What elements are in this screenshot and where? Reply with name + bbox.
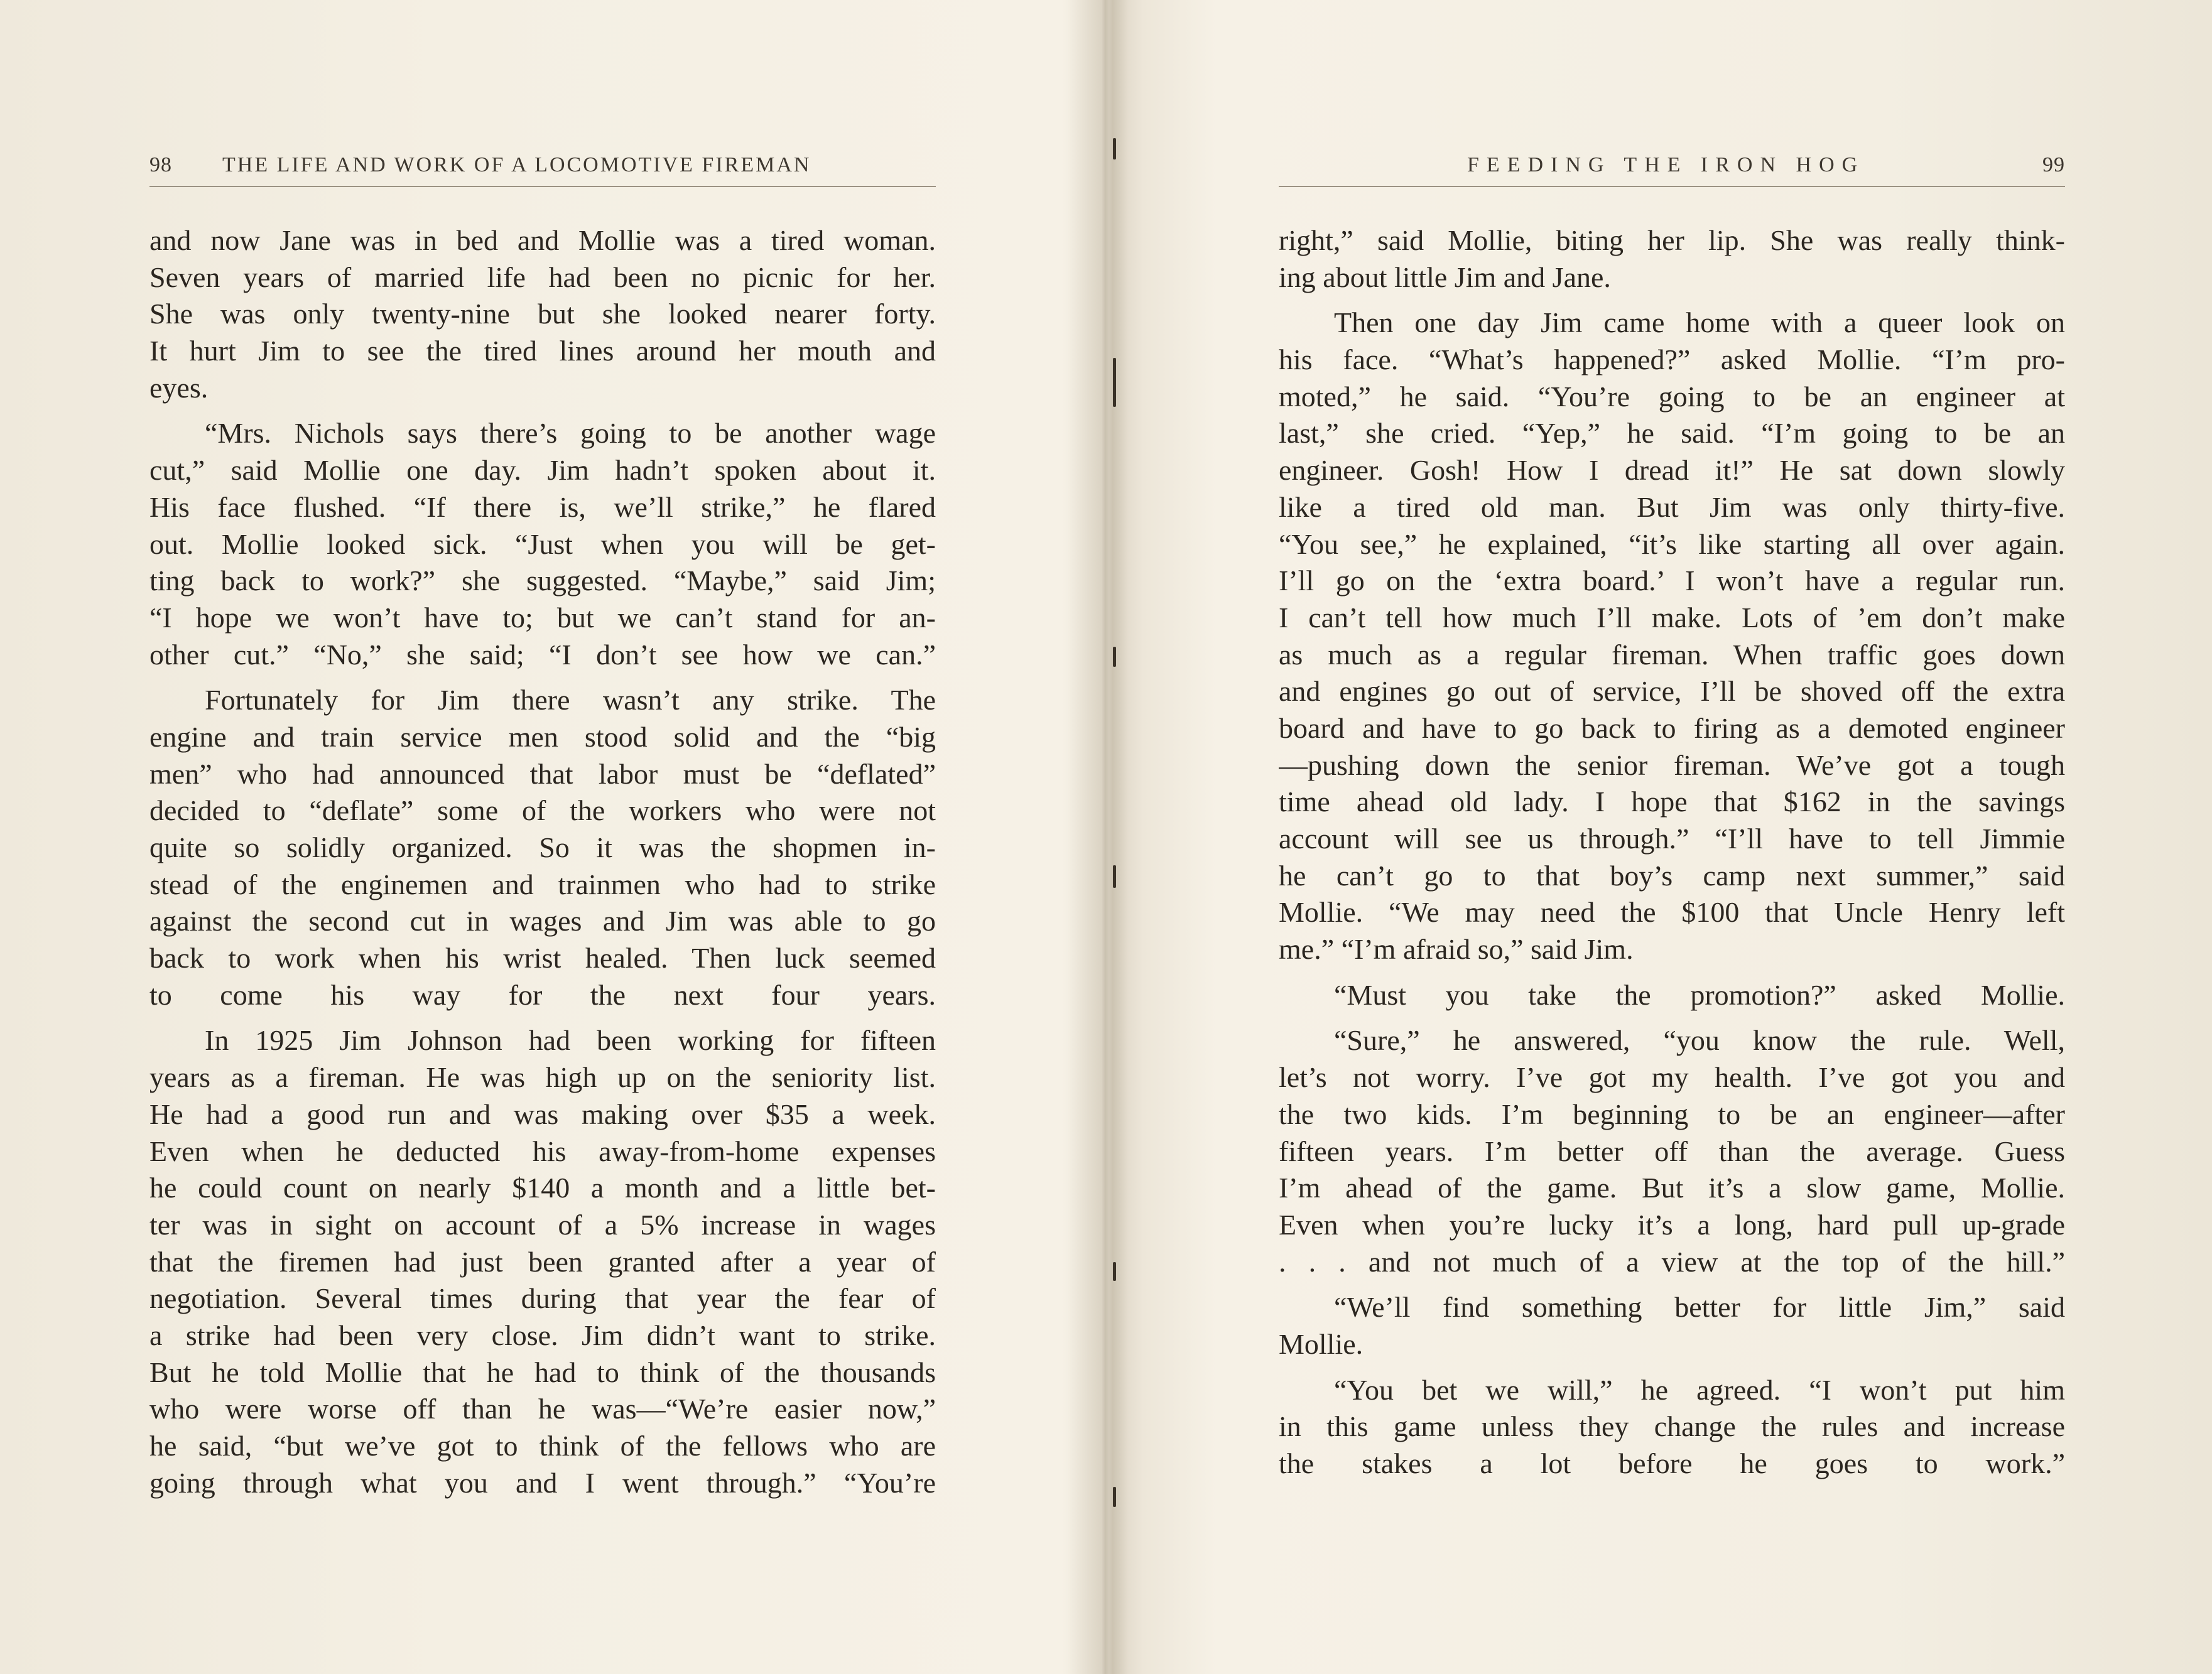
- text-line: me.” “I’m afraid so,” said Jim.: [1279, 933, 1634, 966]
- paragraph: [149, 682, 936, 1013]
- running-head-title: THE LIFE AND WORK OF A LOCOMOTIVE FIREMAN: [222, 153, 811, 176]
- text-line: that the firemen had just been granted after a year of: [149, 1245, 936, 1278]
- text-line: time ahead old lady. I hope that $162 in the savings: [1279, 786, 2065, 818]
- text-line: Then one day Jim came home with a queer look on: [1334, 306, 2065, 339]
- text-line: But he told Mollie that he had to think of the thousands: [149, 1356, 936, 1388]
- text-line: “Mrs. Nichols says there’s going to be another wage: [205, 417, 936, 450]
- text-line: “I hope we won’t have to; but we can’t stand for an-: [149, 601, 936, 634]
- text-line: and now Jane was in bed and Mollie was a tired woman.: [149, 224, 936, 256]
- text-line: He had a good run and was making over $35 a week.: [149, 1098, 936, 1130]
- paragraph-gap: [149, 673, 936, 682]
- text-line: Mollie. “We may need the $100 that Uncle Henry left: [1279, 896, 2065, 929]
- paragraph: [1279, 222, 2065, 296]
- text-line: engine and train service men stood solid and the “big: [149, 720, 936, 753]
- text-line: who were worse off than he was—“We’re easier now,”: [149, 1393, 936, 1425]
- paragraph-gap: [1279, 1280, 2065, 1289]
- paragraph: [1279, 1022, 2065, 1280]
- page-number: 98: [149, 153, 172, 176]
- left-page: [149, 0, 936, 1674]
- binding-stitch: [1113, 1487, 1116, 1507]
- text-line: the stakes a lot before he goes to work.”: [1279, 1447, 2065, 1479]
- text-line: quite so solidly organized. So it was the shopmen in-: [149, 831, 936, 863]
- text-line: I’m ahead of the game. But it’s a slow game, Mollie.: [1279, 1172, 2065, 1204]
- page-number: 99: [2042, 153, 2065, 176]
- text-line: right,” said Mollie, biting her lip. She was really think-: [1279, 224, 2065, 256]
- paragraph-gap: [1279, 296, 2065, 305]
- text-line: going through what you and I went through.” “You’re: [149, 1466, 936, 1499]
- text-line: fifteen years. I’m better off than the average. Guess: [1279, 1135, 2065, 1167]
- text-line: Even when he deducted his away-from-home expenses: [149, 1135, 936, 1167]
- paragraph: [1279, 305, 2065, 968]
- text-line: against the second cut in wages and Jim was able to go: [149, 905, 936, 937]
- gutter-shadow: [1068, 0, 1143, 1674]
- running-head: [1279, 153, 2065, 187]
- text-line: “You see,” he explained, “it’s like starting all over again.: [1279, 527, 2065, 560]
- paragraph-gap: [1279, 968, 2065, 977]
- text-line: the two kids. I’m beginning to be an engineer—after: [1279, 1098, 2065, 1130]
- paragraph: [149, 1022, 936, 1501]
- text-line: he said, “but we’ve got to think of the fellows who are: [149, 1430, 936, 1462]
- text-line: out. Mollie looked sick. “Just when you will be get-: [149, 527, 936, 560]
- text-line: to come his way for the next four years.: [149, 978, 936, 1011]
- text-line: men” who had announced that labor must be “deflated”: [149, 757, 936, 790]
- text-line: “We’ll find something better for little Jim,” said: [1334, 1291, 2065, 1324]
- running-head: [149, 153, 936, 187]
- paragraph: [149, 415, 936, 673]
- text-line: moted,” he said. “You’re going to be an engineer at: [1279, 380, 2065, 413]
- text-line: stead of the enginemen and trainmen who had to strike: [149, 868, 936, 900]
- text-line: “Sure,” he answered, “you know the rule. Well,: [1334, 1024, 2065, 1057]
- text-line: engineer. Gosh! How I dread it!” He sat down slowly: [1279, 454, 2065, 487]
- text-line: I can’t tell how much I’ll make. Lots of ’em don’t make: [1279, 601, 2065, 634]
- text-line: other cut.” “No,” she said; “I don’t see how we can.”: [149, 638, 936, 671]
- text-line: . . . and not much of a view at the top of the hill.”: [1279, 1245, 2065, 1278]
- binding-stitch: [1113, 647, 1116, 667]
- text-line: Fortunately for Jim there wasn’t any strike. The: [205, 684, 936, 716]
- text-line: a strike had been very close. Jim didn’t want to strike.: [149, 1319, 936, 1351]
- text-line: ter was in sight on account of a 5% increase in wages: [149, 1208, 936, 1241]
- text-line: She was only twenty-nine but she looked nearer forty.: [149, 298, 936, 330]
- text-line: “Must you take the promotion?” asked Mollie.: [1334, 978, 2065, 1011]
- text-line: and engines go out of service, I’ll be shoved off the extra: [1279, 675, 2065, 708]
- text-line: His face flushed. “If there is, we’ll strike,” he flared: [149, 490, 936, 523]
- text-line: in this game unless they change the rules and increase: [1279, 1410, 2065, 1443]
- body-text: [1279, 222, 2065, 1482]
- paragraph: [1279, 977, 2065, 1014]
- text-line: as much as a regular fireman. When traffic goes down: [1279, 638, 2065, 671]
- running-head-title: FEEDING THE IRON HOG: [1467, 153, 1865, 176]
- text-line: account will see us through.” “I’ll have to tell Jimmie: [1279, 823, 2065, 855]
- paragraph-gap: [149, 1013, 936, 1022]
- text-line: —pushing down the senior fireman. We’ve got a tough: [1279, 748, 2065, 781]
- paragraph-gap: [1279, 1363, 2065, 1372]
- text-line: eyes.: [149, 371, 209, 404]
- text-line: cut,” said Mollie one day. Jim hadn’t spoken about it.: [149, 454, 936, 487]
- text-line: back to work when his wrist healed. Then luck seemed: [149, 942, 936, 975]
- binding-stitch: [1113, 865, 1116, 888]
- text-line: last,” she cried. “Yep,” he said. “I’m going to be an: [1279, 417, 2065, 450]
- text-line: I’ll go on the ‘extra board.’ I won’t have a regular run.: [1279, 564, 2065, 597]
- binding-stitch: [1113, 358, 1116, 407]
- paragraph: [1279, 1289, 2065, 1363]
- text-line: let’s not worry. I’ve got my health. I’ve got you and: [1279, 1061, 2065, 1094]
- text-line: years as a fireman. He was high up on the seniority list.: [149, 1061, 936, 1094]
- text-line: he can’t go to that boy’s camp next summer,” said: [1279, 859, 2065, 892]
- text-line: ting back to work?” she suggested. “Maybe,” said Jim;: [149, 564, 936, 597]
- paragraph: [1279, 1372, 2065, 1482]
- text-line: decided to “deflate” some of the workers who were not: [149, 794, 936, 827]
- text-line: It hurt Jim to see the tired lines around her mouth and: [149, 335, 936, 367]
- text-line: like a tired old man. But Jim was only thirty-five.: [1279, 490, 2065, 523]
- text-line: Even when you’re lucky it’s a long, hard pull up-grade: [1279, 1208, 2065, 1241]
- text-line: Seven years of married life had been no picnic for her.: [149, 261, 936, 293]
- text-line: Mollie.: [1279, 1327, 1364, 1360]
- text-line: negotiation. Several times during that year the fear of: [149, 1282, 936, 1315]
- binding-stitch: [1113, 1262, 1116, 1281]
- text-line: In 1925 Jim Johnson had been working for fifteen: [205, 1024, 936, 1057]
- body-text: [149, 222, 936, 1501]
- paragraph-gap: [149, 406, 936, 415]
- text-line: he could count on nearly $140 a month and a little bet-: [149, 1172, 936, 1204]
- text-line: his face. “What’s happened?” asked Mollie. “I’m pro-: [1279, 343, 2065, 376]
- text-line: board and have to go back to firing as a demoted engineer: [1279, 711, 2065, 744]
- text-line: ing about little Jim and Jane.: [1279, 261, 1611, 293]
- paragraph: [149, 222, 936, 406]
- right-page: [1279, 0, 2065, 1674]
- binding-stitch: [1113, 138, 1116, 159]
- text-line: “You bet we will,” he agreed. “I won’t put him: [1334, 1373, 2065, 1406]
- paragraph-gap: [1279, 1013, 2065, 1022]
